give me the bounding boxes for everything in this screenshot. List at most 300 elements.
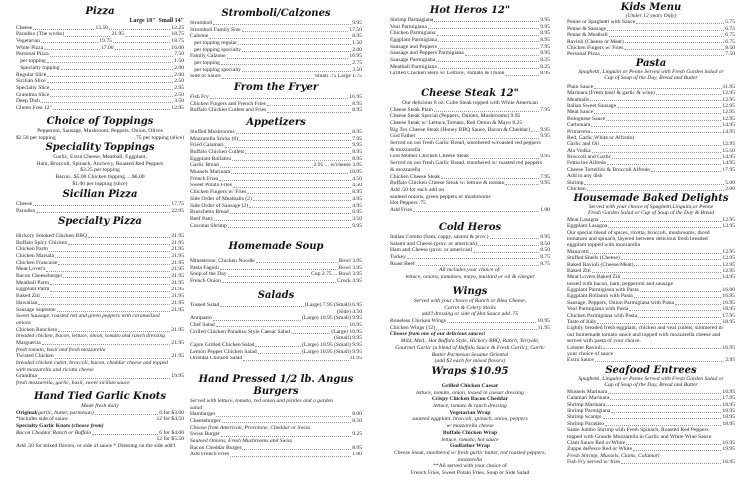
menu-description [16, 423, 184, 430]
leader-dots [222, 282, 336, 283]
item-price-small: 16.00 [171, 44, 184, 51]
menu-item [190, 94, 362, 101]
item-price: Bowl 3.95 [338, 264, 362, 271]
item-price: 7.95 [540, 106, 550, 113]
leader-dots [622, 278, 722, 279]
leader-dots [213, 320, 301, 321]
menu-description [16, 154, 184, 161]
leader-dots [242, 31, 349, 32]
leader-dots [228, 227, 351, 228]
item-price: 12.95 [171, 104, 184, 111]
item-price: 18.95 [722, 414, 735, 421]
menu-item [16, 340, 184, 347]
menu-description [16, 380, 184, 387]
description-text: Gourmet Garlic (a blend of Buffalo Sauce & Fresh Garlic), Garlic [395, 344, 545, 351]
menu-item [190, 452, 362, 459]
description-text: All includes your choice of: [439, 267, 501, 274]
menu-item [16, 327, 184, 334]
item-price: 6.75 [725, 25, 735, 32]
leader-dots [233, 187, 351, 188]
leader-dots [594, 113, 721, 114]
menu-description [390, 113, 550, 120]
menu-item [16, 45, 184, 52]
description-text: topped with Grande Mozzarella in Garlic and White Wine Sauce [567, 433, 712, 440]
leader-dots [221, 64, 351, 65]
item-name: Meatballs [567, 96, 590, 103]
item-price: 9.95 [540, 126, 550, 133]
menu-description [16, 403, 184, 410]
item-name: Grandma Slice [16, 91, 50, 98]
speciality-toppings-section [16, 142, 184, 187]
menu-description [390, 100, 550, 107]
item-price: 2.00 [725, 186, 735, 193]
item-name: Buffalo Chicken Cutlets [190, 149, 245, 156]
leader-dots [441, 178, 539, 179]
description-text: eggplant topped with mozzarella [567, 242, 641, 249]
item-price: 6 for $4.00 [159, 429, 184, 436]
leader-dots [505, 75, 539, 76]
item-name: Deep Dish [16, 98, 40, 105]
leader-dots [633, 450, 721, 451]
item-price: 9.95 [352, 20, 362, 26]
menu-item [190, 322, 362, 329]
menu-description [390, 358, 550, 365]
description-text: Served with lettuce, tomato, red onion and pickles and a garden [190, 398, 333, 404]
leader-dots [227, 58, 349, 59]
item-name: Cheese Steak Plain [390, 106, 433, 113]
leader-dots [125, 36, 170, 37]
item-name: Ham and Cheese (prov. or american) [390, 247, 473, 254]
item-name: Veal Parmigiana [390, 23, 427, 30]
description-text: Godfather Wrap [450, 443, 490, 450]
leader-dots [470, 158, 539, 159]
leader-dots [606, 405, 721, 406]
item-name: Stromboli [190, 20, 213, 26]
description-text: Fresh Garden Salad or Cup of Soup of the Day & Bread [587, 210, 714, 217]
description-text: tossed with bacon, ham, pepperoni and sausage [567, 280, 673, 287]
item-name: Chicken Marsala [16, 253, 55, 260]
leader-dots [473, 252, 539, 253]
item-name: Cheese [16, 201, 33, 207]
item-price: (Large) 10.95 (Small) 9.95 [301, 315, 362, 322]
menu-item [16, 266, 184, 273]
item-name: Cheeseburger [190, 418, 221, 425]
item-price: 2.95 [725, 357, 735, 364]
leader-dots [608, 393, 721, 394]
item-name: Sausage and Peppers Parmigiana [390, 50, 464, 57]
description-text: onions [16, 319, 31, 326]
item-price: 2.50 [174, 78, 184, 85]
menu-description [16, 360, 184, 367]
description-text: Cheese Steak Special (Peppers, Onions, Mushrooms) 9.95 [390, 113, 521, 120]
leader-dots [209, 38, 351, 39]
leader-dots [49, 251, 171, 252]
item-price: 10.95 [349, 169, 362, 176]
section-title: Stromboli/Calzones [221, 8, 331, 19]
item-name: Coconut Shrimp [190, 222, 227, 229]
description-text: Carrot & Celery Sticks [444, 304, 496, 311]
item-name: Manicotti [567, 248, 589, 255]
item-price: 17.75 [171, 201, 184, 207]
item-price-small: 18.75 [171, 38, 184, 45]
item-name: Buffalo Chicken Cheese Steak w/ lettuce & tomato [390, 180, 505, 187]
leader-dots [603, 348, 721, 349]
item-price: 5.00 [725, 179, 735, 186]
menu-item [190, 278, 362, 285]
menu-description [16, 181, 184, 188]
item-name: Vegetarian [16, 38, 40, 45]
menu-description [390, 410, 550, 417]
description-text: lettuce, tomato, onion, tossed in caesar dressing [416, 389, 524, 396]
item-name: Marguerita [16, 340, 41, 346]
description-text: Crispy Chicken Bacon Cheddar [431, 396, 509, 403]
item-name: Ravioli (Cheese or Meat) [567, 38, 624, 45]
leader-dots [591, 126, 721, 127]
leader-dots [617, 107, 721, 108]
description-text: $3.25 per topping [80, 167, 120, 174]
menu-item [190, 142, 362, 149]
leader-dots [47, 62, 173, 63]
leader-dots [41, 42, 98, 43]
item-price: 21.95 [171, 326, 184, 333]
section-title: Salads [257, 290, 295, 301]
leader-dots [416, 265, 540, 266]
description-text: Served on our fresh Garlic Bread, smothered w/roasted red peppers [390, 140, 541, 147]
item-price: 16.95 [722, 459, 735, 466]
leader-dots [629, 310, 721, 311]
item-price: (Large) 7.95 (Small) 6.95 [304, 302, 362, 308]
item-price: 21.95 [171, 233, 184, 239]
menu-description [390, 311, 550, 318]
description-text: & mozzarella [390, 146, 421, 153]
description-text: mozzarella [457, 456, 483, 463]
note-right: (Side) 4.50 [337, 308, 362, 315]
item-price: 21.95 [171, 293, 184, 300]
leader-dots [625, 42, 725, 43]
item-price: 17.95 [722, 395, 735, 402]
item-name: Fettucine Alfredo [567, 160, 607, 167]
wraps-section [390, 366, 550, 477]
item-price: 7.50 [174, 51, 184, 58]
item-name: Garlic Bread [190, 162, 219, 169]
menu-description [390, 274, 550, 281]
item-price: 22.95 [171, 207, 184, 214]
menu-item [16, 78, 184, 85]
item-name: Tossed Salad [190, 302, 220, 308]
menu-item [390, 207, 550, 214]
item-price: 9.25 [352, 431, 362, 438]
menu-description [16, 347, 184, 354]
section-title: Seafood Entrees [605, 365, 697, 376]
item-name: Minestrone, Chicken Noodle [190, 258, 255, 264]
item-price-small: 12.25 [171, 24, 184, 31]
leader-dots [624, 49, 724, 50]
menu-item [190, 445, 362, 452]
leader-dots [113, 42, 170, 43]
item-price: 1.00 [540, 207, 550, 213]
leader-dots [256, 262, 338, 263]
leader-dots [247, 193, 351, 194]
leader-dots [115, 49, 171, 50]
item-name: Personal Pizza [567, 51, 600, 58]
leader-dots [595, 361, 724, 362]
leader-dots [231, 173, 348, 174]
menu-item [390, 37, 550, 44]
item-price: 13.50 [95, 24, 109, 31]
leader-dots [436, 61, 539, 62]
item-price: 16.95 [722, 439, 735, 446]
leader-dots [465, 55, 539, 56]
item-price: 16.95 [349, 53, 362, 60]
section-title: Specialty Pizza [58, 216, 142, 227]
item-price: 8.50 [540, 240, 550, 247]
section-title: Wings [452, 286, 488, 297]
item-name: Italian Combo (ham, cappy, salami & prov.) [390, 234, 489, 240]
menu-description [390, 463, 550, 470]
menu-item [390, 50, 550, 57]
description-text: Served with your choice of Ranch or Bleu Cheese, [413, 298, 527, 304]
baked-delights-section [567, 194, 735, 364]
leader-dots [50, 291, 170, 292]
menu-description [390, 147, 550, 154]
menu-description [390, 267, 550, 274]
item-price: 8.95 [352, 189, 362, 196]
item-price: 17.50 [349, 26, 362, 33]
menu-description [390, 416, 550, 423]
item-price: 1.50 [174, 58, 184, 65]
leader-dots [490, 238, 540, 239]
item-price: 6.75 [725, 32, 735, 39]
description-text: tomatoes and spinach, layered between delicious fresh breaded [567, 235, 708, 242]
menu-item [190, 418, 362, 425]
menu-description [390, 345, 550, 352]
section-title: Hand Pressed 1/2 lb. Angus Burgers [198, 374, 354, 397]
sicilian-pizza-section [16, 189, 184, 214]
item-name: Chicken Fingers w/ Fries [190, 189, 247, 196]
menu-item [390, 180, 550, 187]
leader-dots [413, 211, 539, 212]
description-text: Add .50 for mixed flavors, or side of sauce * Dressing on the side add'l [16, 443, 176, 450]
description-text: sauteed eggplant, broccoli, spinach, onion, peppers [412, 416, 528, 423]
leader-dots [505, 184, 539, 185]
leader-dots [478, 245, 539, 246]
item-price: 21.95 [171, 353, 184, 360]
burgers-section [190, 374, 362, 458]
item-price: 12.95 [722, 102, 735, 109]
item-name: Primavera [567, 128, 590, 135]
item-price: 17.95 [722, 166, 735, 173]
leader-dots [58, 331, 170, 332]
leader-dots [33, 29, 94, 30]
menu-item [190, 196, 362, 203]
menu-description [390, 437, 550, 444]
leader-dots [597, 323, 721, 324]
item-name: per topping [190, 60, 220, 67]
item-price: 2.00 [174, 64, 184, 71]
description-text: Hot Peppers .75 [390, 200, 426, 207]
description-text: Fresh Shrimp, Mussels, Clams, Calamari [567, 452, 660, 459]
leader-dots [216, 326, 349, 327]
item-name: Original [16, 409, 37, 416]
section-title: Sicilian Pizza [62, 189, 138, 200]
leader-dots [428, 28, 539, 29]
toppings-section [16, 116, 184, 141]
menu-description [16, 128, 184, 135]
item-price: 6 for $3.00 [159, 409, 184, 416]
item-name: Chef Salad [190, 322, 215, 329]
item-name: Ala Vodka [567, 147, 591, 154]
leader-dots [243, 360, 348, 361]
menu-item [16, 260, 184, 267]
item-name: Personal Pizza [16, 51, 49, 58]
item-name: Bacon Cheddar Ranch or Buffalo [16, 429, 92, 436]
leader-dots [220, 167, 313, 168]
item-name: Chicken Fingers and French Fries [190, 100, 266, 107]
note-left: $2.50 per topping [16, 134, 56, 141]
menu-item [190, 315, 362, 322]
item-name: Meat Lover's [16, 266, 46, 273]
item-price: 14.95 [722, 122, 735, 129]
item-price: 16.95 [349, 94, 362, 100]
item-name: Eggplant Parmigiana [390, 37, 438, 44]
description-text: sauteed onions, green peppers or mushrooms [390, 193, 491, 200]
leader-dots [33, 205, 170, 206]
item-price: 8.25 [540, 63, 550, 70]
item-name: Eggplant Rollatini with Pasta [567, 293, 633, 300]
item-name: Baked Ziti [567, 267, 591, 274]
description-text: Sweet Sausage, roasted red and green peppers with caramelized [16, 313, 160, 320]
item-price: 4.95 [352, 202, 362, 209]
leader-dots [675, 304, 721, 305]
item-name: Hamburger [190, 411, 216, 418]
item-price: (Large) 10.95 [331, 328, 362, 335]
section-title: Pasta [635, 58, 667, 69]
appetizers-section [190, 117, 362, 229]
item-price: 4.50 [352, 175, 362, 182]
menu-item [390, 24, 550, 31]
item-price: 14.95 [722, 154, 735, 161]
item-name: Italian Sweet Sausage [567, 102, 617, 109]
item-price: 21.95 [171, 246, 184, 253]
item-price: 8.95 [540, 30, 550, 37]
item-price: 21.95 [171, 253, 184, 260]
description-text: with mozzarella and ricotta cheese [16, 366, 94, 373]
item-name: Shrimp Parmigiana [390, 17, 434, 23]
item-name: Taste of Italy [567, 319, 597, 326]
item-price: 12.95 [722, 248, 735, 255]
menu-description [190, 425, 362, 432]
item-name: Eggplant Parmigiana with Pasta [567, 287, 639, 294]
description-text: Choose from American, Provolone, Cheddar or Swiss [190, 424, 311, 431]
item-name: Lemon Pepper Chicken Salad [190, 348, 257, 355]
item-price: 17.95 [722, 312, 735, 319]
leader-dots [590, 100, 721, 101]
item-price: 21.95 [171, 306, 184, 313]
menu-item [16, 280, 184, 287]
item-name: Side of Sauce [190, 73, 221, 80]
leader-dots [41, 297, 171, 298]
menu-item [190, 223, 362, 230]
menu-item [190, 342, 362, 349]
item-price: 21.95 [171, 279, 184, 286]
item-name: Broccoli and Garlic [567, 154, 612, 161]
menu-item [190, 176, 362, 183]
item-price: 2.00 [352, 46, 362, 53]
menu-description [390, 194, 550, 201]
leader-dots [603, 418, 722, 419]
leader-dots [591, 132, 721, 133]
leader-dots [228, 276, 311, 277]
item-name: Hickory Smoked Chicken BBQ [16, 233, 88, 239]
description-text: Add to any dish [567, 173, 603, 180]
item-price: 12.95 [722, 90, 735, 97]
item-name: Antipasto [190, 315, 212, 322]
description-text: Add .50 for each add on [390, 186, 445, 193]
item-price: 1.00 [352, 451, 362, 458]
item-name: Veal Parmigiana with Pasta [567, 306, 629, 313]
item-name: Shrimp Marinara [567, 401, 606, 408]
description-text: lettuce, tomato, hot sauce [441, 436, 499, 443]
specialty-pizza-section [16, 216, 184, 387]
item-name: Chicken Fingers w/ Fries [567, 44, 624, 51]
description-text: Served on our fresh Garlic Bread, smothered w/ roasted red peppers [390, 160, 543, 167]
item-name: Mussels Marinara [567, 388, 608, 395]
item-price: 19.75 [99, 38, 112, 45]
leader-dots [245, 153, 351, 154]
item-name: Fish Fry served w/ fries [567, 459, 621, 466]
item-name: Paradiso (The works) [16, 31, 65, 38]
item-name: Fried Calamari [190, 142, 224, 149]
leader-dots [55, 257, 170, 258]
description-text: Bacon...$5.00 Chicken topping.....$6.00 [55, 174, 145, 181]
leader-dots [607, 164, 721, 165]
leader-dots [58, 264, 170, 265]
menu-description [390, 430, 550, 437]
item-price: 21.95 [171, 239, 184, 246]
item-price: 10.95 [537, 318, 550, 325]
menu-description [390, 167, 550, 174]
item-name: Buffalo Chicken Cutlets and Fries [190, 107, 267, 114]
description-text: Pepperoni, Sausage, Mushroom, Peppers, Onion, Olives [37, 128, 163, 134]
menu-description [190, 405, 362, 412]
menu-description [16, 313, 184, 320]
menu-item [16, 51, 184, 58]
menu-description [190, 438, 362, 445]
description-text: Butter Parmesan Sesame Oriental [431, 351, 509, 358]
description-text: w/ mozzarella cheese [446, 423, 494, 430]
menu-item [390, 234, 550, 241]
leader-dots [594, 88, 721, 89]
item-name: Bruschetta Bread [190, 209, 229, 216]
leader-dots [612, 158, 721, 159]
menu-item [390, 247, 550, 254]
leader-dots [267, 112, 351, 113]
menu-item [16, 105, 184, 112]
item-name: Calamari Marinara [567, 395, 610, 402]
item-price: 8.95 [540, 234, 550, 240]
seafood-section [567, 366, 735, 465]
item-name: Extra Sauce [567, 357, 594, 364]
menu-description [16, 333, 184, 340]
menu-item [190, 107, 362, 114]
leader-dots [626, 444, 721, 445]
item-name: Salami and Cheese (prov. or american) [390, 240, 477, 247]
menu-description [390, 120, 550, 127]
menu-item [190, 356, 362, 363]
item-price: 2.95 [174, 84, 184, 91]
item-price: 12.95 [722, 96, 735, 103]
menu-item [190, 183, 362, 190]
